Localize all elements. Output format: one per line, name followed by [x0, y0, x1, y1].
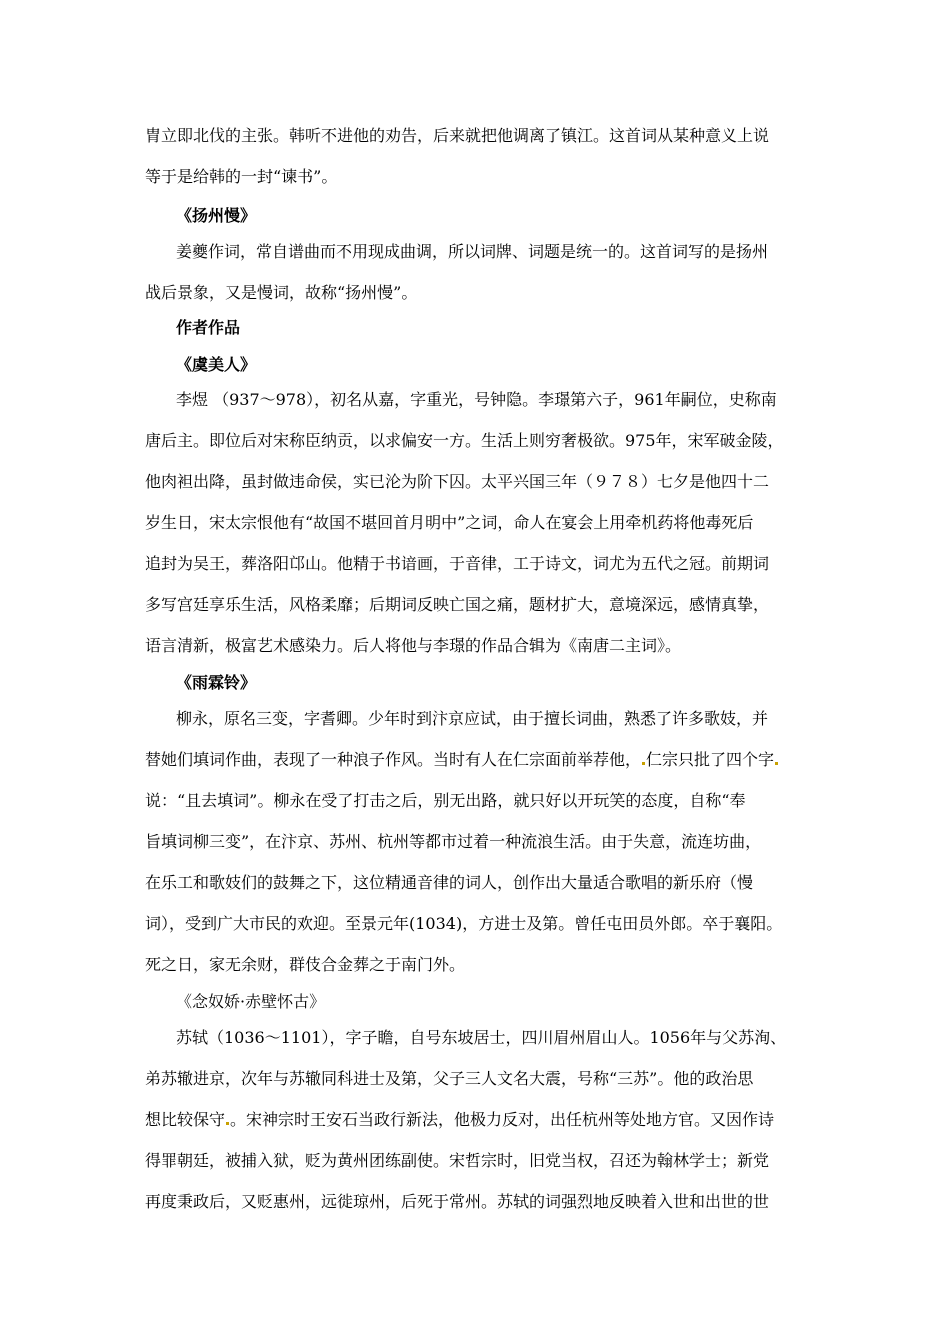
text-segment: 替她们填词作曲，表现了一种浪子作风。当时有人在仁宗面前举荐他， — [145, 750, 642, 769]
body-text-line: 胄立即北伐的主张。韩听不进他的劝告，后来就把他调离了镇江。这首词从某种意义上说 — [145, 126, 770, 145]
body-text-line — [145, 750, 779, 770]
paragraph-start: 李煜 （937～978），初名从嘉，字重光，号钟隐。李璟第六子，961年嗣位，史称南 — [176, 390, 777, 409]
body-text-line: 得罪朝廷，被捕入狱，贬为黄州团练副使。宋哲宗时，旧党当权，召还为翰林学士；新党 — [145, 1151, 770, 1170]
body-text-line: 多写宫廷享乐生活，风格柔靡；后期词反映亡国之痛，题材扩大，意境深远，感情真挚， — [145, 595, 770, 614]
text-segment: 。宋神宗时王安石当政行新法，他极力反对，出任杭州等处地方官。又因作诗 — [230, 1110, 775, 1129]
section-heading: 《虞美人》 — [176, 355, 257, 374]
body-text-line: 语言清新，极富艺术感染力。后人将他与李璟的作品合辑为《南唐二主词》。 — [145, 636, 682, 655]
section-heading: 《扬州慢》 — [176, 206, 257, 225]
mark-dot — [775, 762, 778, 765]
mark-dot — [642, 762, 645, 765]
body-text-line: 唐后主。即位后对宋称臣纳贡，以求偏安一方。生活上则穷奢极欲。975年，宋军破金陵， — [145, 431, 784, 450]
body-text-line: 旨填词柳三变”，在汴京、苏州、杭州等都市过着一种流浪生活。由于失意，流连坊曲， — [145, 832, 762, 851]
text-segment: 仁宗只批了四个字 — [646, 750, 775, 769]
body-text-line: 战后景象，又是慢词，故称“扬州慢”。 — [145, 283, 418, 302]
section-heading: 《念奴娇·赤壁怀古》 — [176, 992, 326, 1011]
section-heading: 《雨霖铃》 — [176, 673, 257, 692]
mark-dot — [226, 1122, 229, 1125]
body-text-line: 在乐工和歌妓们的鼓舞之下，这位精通音律的词人，创作出大量适合歌唱的新乐府（慢 — [145, 873, 754, 892]
body-text-line: 追封为吴王，葬洛阳邙山。他精于书谙画，于音律，工于诗文，词尤为五代之冠。前期词 — [145, 554, 770, 573]
body-text-line: 他肉袒出降，虽封做违命侯，实已沦为阶下囚。太平兴国三年（９７８）七夕是他四十二 — [145, 472, 770, 491]
body-text-line: 死之日，家无余财，群伎合金葬之于南门外。 — [145, 955, 466, 974]
body-text-line: 岁生日，宋太宗恨他有“故国不堪回首月明中”之词，命人在宴会上用牵机药将他毒死后 — [145, 513, 754, 532]
body-text-line: 弟苏辙进京，次年与苏辙同科进士及第，父子三人文名大震，号称“三苏”。他的政治思 — [145, 1069, 754, 1088]
paragraph-start: 柳永，原名三变，字耆卿。少年时到汴京应试，由于擅长词曲，熟悉了许多歌妓，并 — [176, 709, 769, 728]
body-text-line — [145, 1110, 774, 1130]
section-heading: 作者作品 — [176, 318, 241, 337]
body-text-line: 说：“且去填词”。柳永在受了打击之后，别无出路，就只好以开玩笑的态度，自称“奉 — [145, 791, 746, 810]
paragraph-start: 姜夔作词，常自谱曲而不用现成曲调，所以词牌、词题是统一的。这首词写的是扬州 — [176, 242, 769, 261]
body-text-line: 再度秉政后，又贬惠州，远徙琼州，后死于常州。苏轼的词强烈地反映着入世和出世的世 — [145, 1192, 770, 1211]
paragraph-start: 苏轼（1036～1101），字子瞻，自号东坡居士，四川眉州眉山人。1056年与父苏洵、 — [176, 1028, 787, 1047]
body-text-line: 等于是给韩的一封“谏书”。 — [145, 167, 338, 186]
text-segment: 想比较保守 — [145, 1110, 226, 1129]
body-text-line: 词），受到广大市民的欢迎。至景元年(1034)，方进士及第。曾任屯田员外郎。卒于襄阳。 — [145, 914, 783, 933]
